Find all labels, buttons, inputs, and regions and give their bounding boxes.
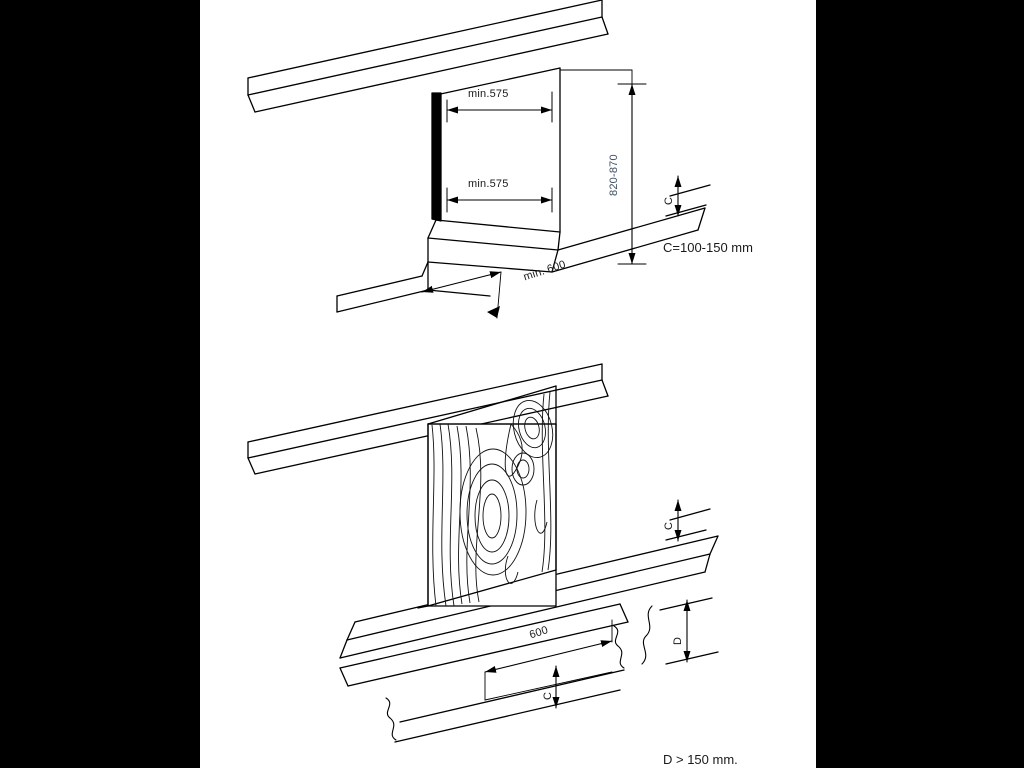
technical-drawing xyxy=(200,0,816,768)
dim-label-d: D xyxy=(672,636,684,645)
dim-label-depth: min. 600 xyxy=(522,258,568,284)
dim-label-width-top: min.575 xyxy=(468,88,509,100)
dim-label-width-bottom: min.575 xyxy=(468,178,509,190)
dim-label-height: 820-870 xyxy=(608,154,620,196)
dim-label-width-bottom-fig: 600 xyxy=(528,624,550,642)
dim-label-c-middle: C xyxy=(663,521,675,530)
dim-label-c-top: C xyxy=(663,196,675,205)
dim-label-c-bottom: C xyxy=(542,691,554,700)
note-d-value: D > 150 mm. xyxy=(663,752,738,767)
diagram-sheet xyxy=(200,0,816,768)
note-c-value: C=100-150 mm xyxy=(663,240,753,255)
